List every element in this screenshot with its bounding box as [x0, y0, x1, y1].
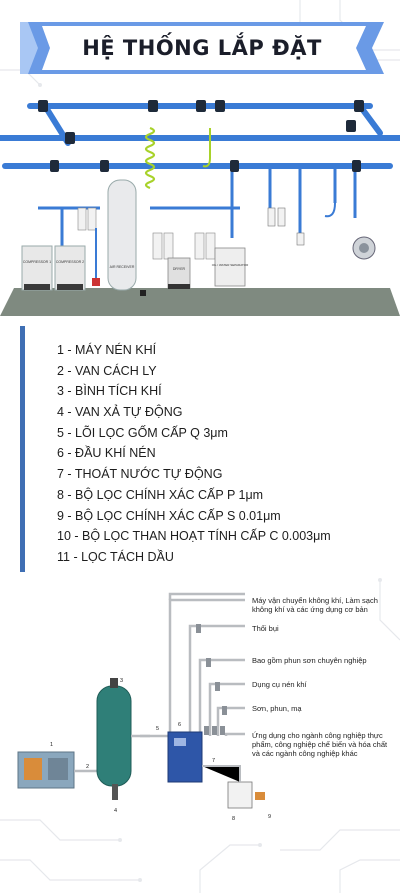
number-label: 5: [156, 726, 160, 732]
number-label: 9: [268, 814, 272, 820]
receiver-label: AIR RECEIVER: [109, 265, 135, 269]
legend-list: [57, 340, 331, 568]
separator-label: OIL / WATER SEPARATOR: [211, 263, 249, 267]
oil-water-separator: [215, 248, 245, 286]
number-label: 1: [50, 742, 54, 748]
number-label: 7: [212, 758, 216, 764]
compressor-2: [55, 246, 85, 290]
air-receiver: [108, 180, 136, 290]
legend-item: 9 - BỘ LỌC CHÍNH XÁC CẤP S 0.01μm: [57, 508, 281, 523]
legend-item: 5 - LÕI LỌC GỐM CẤP Q 3μm: [57, 425, 228, 440]
legend-item: 10 - BỘ LỌC THAN HOẠT TÍNH CẤP C 0.003μm: [57, 529, 331, 544]
legend-item: 6 - ĐẦU KHÍ NÉN: [57, 446, 156, 461]
annotation-tools: Dụng cụ nén khí: [252, 680, 307, 689]
dryer: [168, 258, 190, 288]
legend-item: 7 - THOÁT NƯỚC TỰ ĐỘNG: [57, 467, 223, 482]
number-label: 2: [86, 764, 90, 770]
compressor-2-label: COMPRESSOR 2: [55, 260, 85, 264]
annotation-painting: Bao gồm phun sơn chuyên nghiệp: [252, 656, 367, 665]
ground-floor: [0, 288, 400, 316]
legend-item: 1 - MÁY NÉN KHÍ: [57, 343, 157, 357]
annotation-spray: Sơn, phun, mạ: [252, 704, 302, 713]
legend-item: 3 - BÌNH TÍCH KHÍ: [57, 384, 162, 399]
legend-accent-bar: [20, 326, 25, 572]
legend-item: 4 - VAN XẢ TỰ ĐỘNG: [57, 405, 183, 420]
number-label: 6: [178, 722, 182, 728]
compressor-1: [22, 246, 52, 290]
annotation-blow-dust: Thổi bụi: [252, 624, 279, 633]
number-label: 4: [114, 808, 118, 814]
dryer-label: DRYER: [172, 267, 186, 271]
number-label: 8: [232, 816, 236, 822]
oil-separator-unit: [228, 782, 252, 808]
compressor-1-label: COMPRESSOR 1: [22, 260, 52, 264]
legend-item: 11 - LỌC TÁCH DẦU: [57, 549, 174, 564]
green-receiver-tank: [97, 686, 131, 786]
legend-item: 2 - VAN CÁCH LY: [57, 363, 157, 378]
installation-diagram: [0, 88, 400, 320]
page-title: HỆ THỐNG LẮP ĐẶT: [82, 36, 322, 60]
component-legend: [20, 326, 376, 572]
annotation-industry: Ứng dụng cho ngành công nghiệp thực phẩm, công nghiệp chế biến và hóa chất và các ngành công nghiệp khác: [252, 731, 388, 758]
number-label: 3: [120, 678, 124, 684]
legend-item: 8 - BỘ LỌC CHÍNH XÁC CẤP P 1μm: [57, 487, 264, 502]
annotation-transport: Máy vận chuyển không khí, Làm sạch không khí và các ứng dụng cơ bản: [252, 596, 378, 614]
